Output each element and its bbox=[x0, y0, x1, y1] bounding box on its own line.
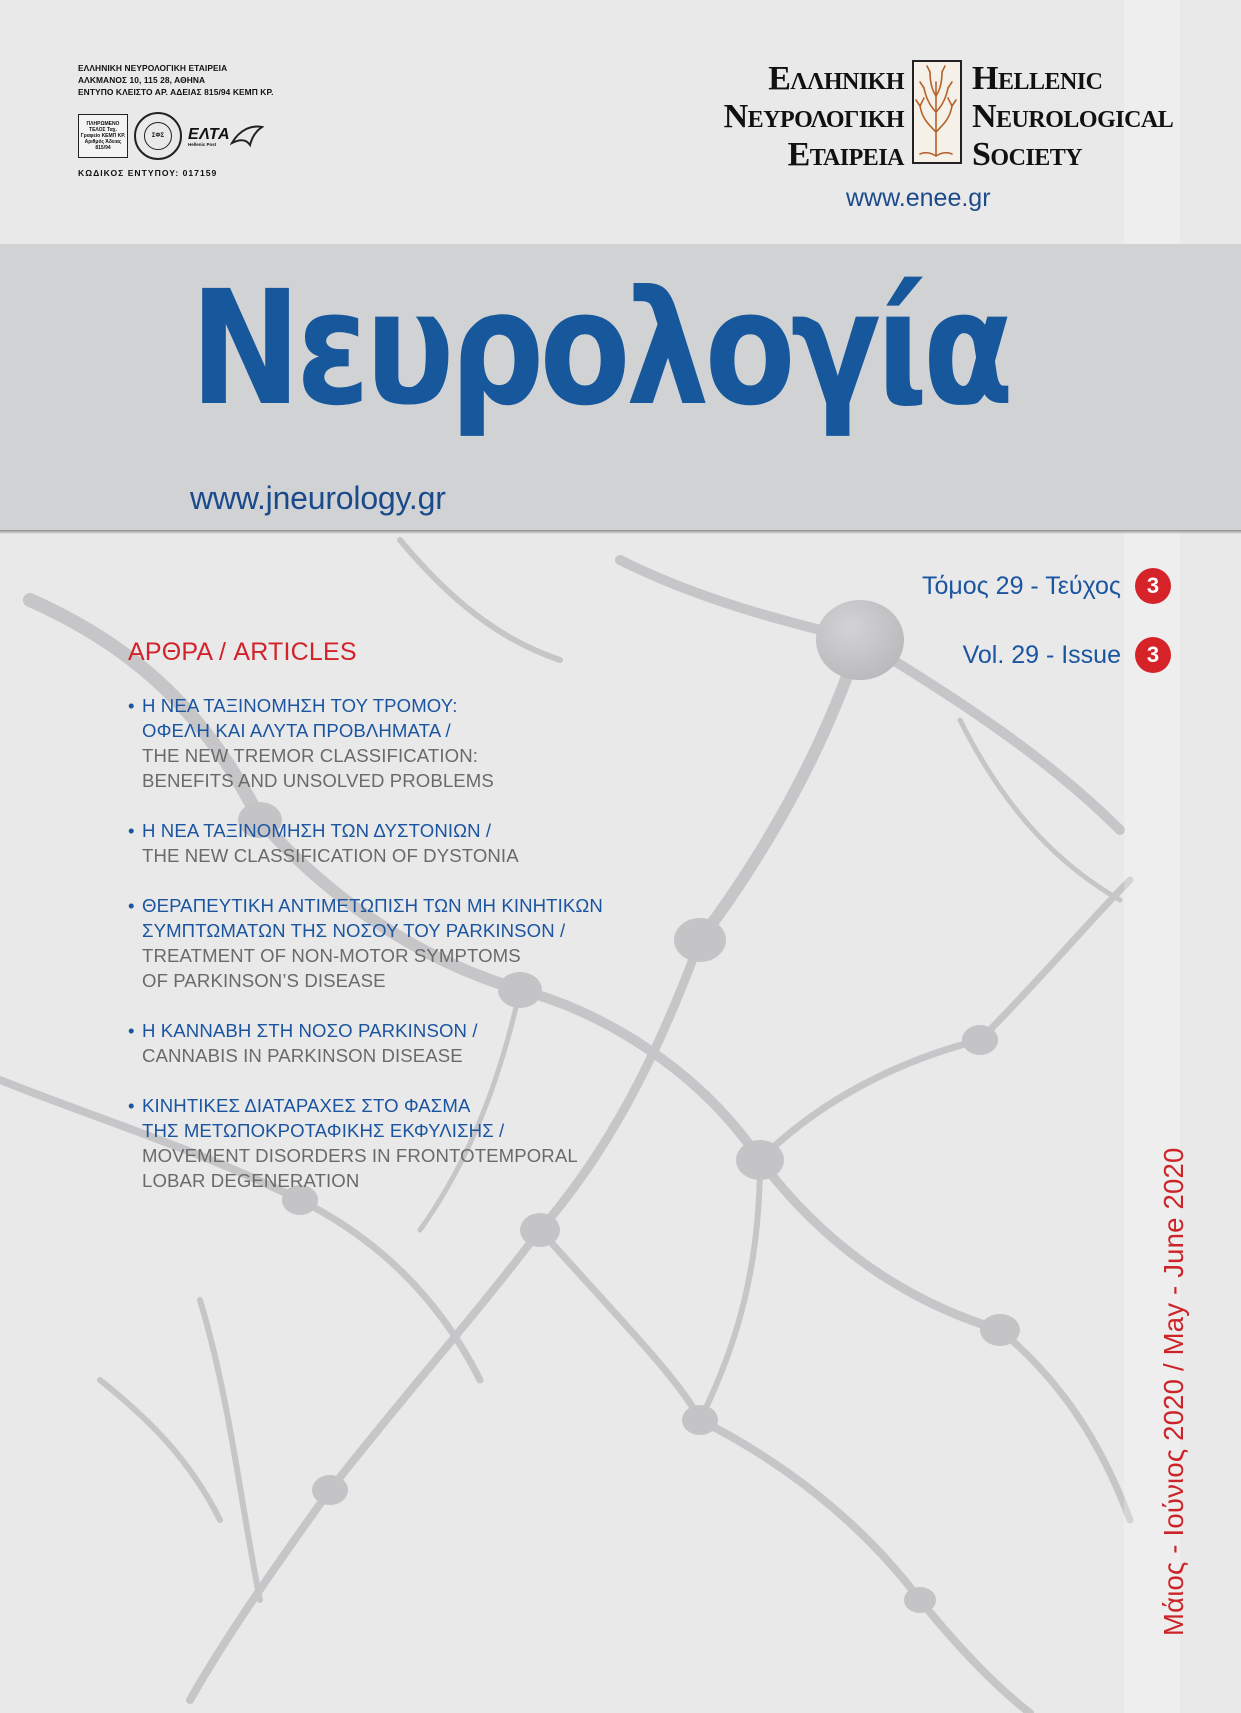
society-greek-line: Εταιρεια bbox=[787, 136, 904, 173]
article-title-english: THE NEW TREMOR CLASSIFICATION: bbox=[142, 745, 478, 766]
article-item bbox=[128, 818, 519, 868]
society-logo bbox=[704, 60, 1184, 210]
society-name-english bbox=[972, 60, 1173, 174]
article-title-greek: • Η ΝΕΑ ΤΑΞΙΝΟΜΗΣΗ ΤΩΝ ΔΥΣΤΟΝΙΩΝ / bbox=[128, 820, 492, 841]
journal-title: Νευρολογία bbox=[190, 257, 1009, 441]
volume-issue-english-text: Vol. 29 - Issue bbox=[962, 640, 1121, 669]
article-title-english: THE NEW CLASSIFICATION OF DYSTONIA bbox=[142, 845, 519, 866]
postal-stamps bbox=[78, 112, 274, 160]
elta-logo bbox=[188, 123, 264, 149]
article-title-greek: • ΘΕΡΑΠΕΥΤΙΚΗ ΑΝΤΙΜΕΤΩΠΙΣΗ ΤΩΝ ΜΗ ΚΙΝΗΤΙΚΩΝ bbox=[128, 895, 603, 916]
title-band-shadow bbox=[0, 530, 1241, 534]
article-title-english: BENEFITS AND UNSOLVED PROBLEMS bbox=[142, 770, 494, 791]
volume-issue-english bbox=[963, 637, 1171, 673]
journal-url[interactable]: www.jneurology.gr bbox=[190, 480, 446, 516]
postage-paid-stamp bbox=[78, 114, 128, 158]
society-greek-line: Ελληνικη bbox=[768, 60, 904, 97]
elta-sub: Hellenic Post bbox=[188, 141, 217, 147]
round-seal-icon bbox=[134, 112, 182, 160]
society-english-line: Hellenic bbox=[972, 60, 1103, 97]
publisher-permit: ΕΝΤΥΠΟ ΚΛΕΙΣΤΟ ΑΡ. ΑΔΕΙΑΣ 815/94 ΚΕΜΠ ΚΡ. bbox=[78, 87, 274, 97]
publisher-address: ΑΛΚΜΑΝΟΣ 10, 115 28, ΑΘΗΝΑ bbox=[78, 75, 206, 85]
neuron-tree-emblem-icon bbox=[912, 60, 962, 164]
article-title-greek: • ΚΙΝΗΤΙΚΕΣ ΔΙΑΤΑΡΑΧΕΣ ΣΤΟ ΦΑΣΜΑ bbox=[128, 1095, 471, 1116]
article-title-english: OF PARKINSON’S DISEASE bbox=[142, 970, 386, 991]
article-title-greek: ΤΗΣ ΜΕΤΩΠΟΚΡΟΤΑΦΙΚΗΣ ΕΚΦΥΛΙΣΗΣ / bbox=[142, 1120, 505, 1141]
article-item bbox=[128, 1018, 478, 1068]
issue-number-badge: 3 bbox=[1135, 568, 1171, 604]
article-title-english: CANNABIS IN PARKINSON DISEASE bbox=[142, 1045, 463, 1066]
volume-issue-greek bbox=[922, 568, 1171, 604]
article-item bbox=[128, 1093, 578, 1193]
elta-label: ΕΛΤΑ bbox=[188, 125, 231, 143]
article-item bbox=[128, 893, 603, 993]
society-english-line: Society bbox=[972, 136, 1083, 173]
bird-icon bbox=[230, 123, 264, 149]
article-title-english: MOVEMENT DISORDERS IN FRONTOTEMPORAL bbox=[142, 1145, 578, 1166]
issue-number-badge: 3 bbox=[1135, 637, 1171, 673]
article-title-greek: ΣΥΜΠΤΩΜΑΤΩΝ ΤΗΣ ΝΟΣΟΥ ΤΟΥ PARKINSON / bbox=[142, 920, 566, 941]
article-title-greek: • Η ΝΕΑ ΤΑΞΙΝΟΜΗΣΗ ΤΟΥ ΤΡΟΜΟΥ: bbox=[128, 695, 458, 716]
article-item bbox=[128, 693, 494, 793]
society-english-line: Neurological bbox=[972, 98, 1174, 135]
article-title-greek: ΟΦΕΛΗ ΚΑΙ ΑΛΥΤΑ ΠΡΟΒΛΗΜΑΤΑ / bbox=[142, 720, 451, 741]
print-code: ΚΩΔΙΚΟΣ ΕΝΤΥΠΟΥ: 017159 bbox=[78, 168, 218, 178]
volume-issue-greek-text: Τόμος 29 - Τεύχος bbox=[921, 571, 1121, 600]
society-greek-line: Νευρολογικη bbox=[723, 98, 904, 135]
article-title-greek: • Η ΚΑΝΝΑΒΗ ΣΤΗ ΝΟΣΟ PARKINSON / bbox=[128, 1020, 478, 1041]
article-title-english: LOBAR DEGENERATION bbox=[142, 1170, 360, 1191]
society-url[interactable]: www.enee.gr bbox=[846, 184, 991, 212]
article-title-english: TREATMENT OF NON-MOTOR SYMPTOMS bbox=[142, 945, 521, 966]
society-name-greek bbox=[724, 60, 904, 174]
publisher-block bbox=[78, 62, 274, 178]
postage-paid-stamp-text: ΠΛΗΡΩΜΕΝΟ ΤΕΛΟΣ Ταχ. Γραφείο ΚΕΜΠ ΚΡ. Αριθμός Άδειας 815/94 bbox=[80, 121, 126, 151]
articles-heading: ΑΡΘΡΑ / ARTICLES bbox=[128, 638, 357, 666]
publisher-line: ΕΛΛΗΝΙΚΗ ΝΕΥΡΟΛΟΓΙΚΗ ΕΤΑΙΡΕΙΑ bbox=[78, 63, 228, 73]
round-seal-text: ΣΦΣ bbox=[144, 122, 172, 150]
issue-date-vertical: Μάιος - Ιούνιος 2020 / May - June 2020 bbox=[1158, 1147, 1189, 1636]
